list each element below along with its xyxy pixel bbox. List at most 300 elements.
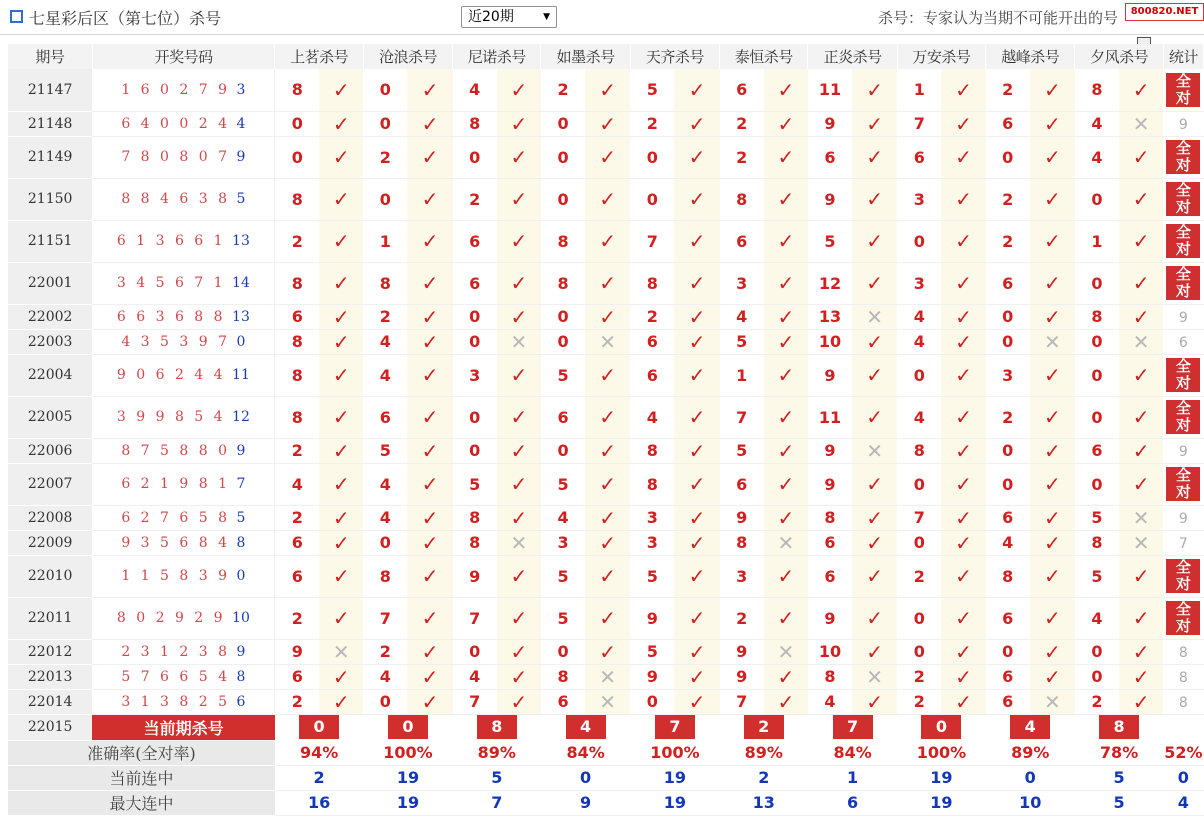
- period-cell: 22009: [8, 530, 92, 555]
- kill-number: 5: [720, 329, 764, 354]
- kill-number: 2: [275, 220, 319, 262]
- kill-number: 0: [630, 178, 674, 220]
- check-icon: ✓: [407, 555, 452, 597]
- kill-number: 8: [630, 463, 674, 505]
- summary-value: 94%: [275, 740, 363, 765]
- check-icon: ✓: [1030, 438, 1075, 463]
- draw-last-number: 6: [236, 693, 246, 710]
- stat-cell: [1163, 639, 1203, 664]
- check-icon: ✓: [497, 664, 541, 689]
- kill-number: 6: [275, 530, 319, 555]
- draw-last-number: 7: [236, 476, 246, 492]
- check-icon: ✓: [764, 597, 808, 639]
- kill-number: 0: [363, 530, 407, 555]
- kill-number: 7: [363, 597, 407, 639]
- cross-icon: ✕: [1119, 111, 1163, 136]
- check-icon: ✓: [407, 354, 452, 396]
- check-icon: ✓: [1119, 639, 1163, 664]
- check-icon: ✓: [1030, 304, 1075, 329]
- check-icon: ✓: [764, 136, 808, 178]
- kill-number: 0: [986, 329, 1030, 354]
- cross-icon: ✕: [1030, 689, 1075, 714]
- check-icon: ✓: [852, 69, 897, 111]
- check-icon: ✓: [407, 438, 452, 463]
- header-row: [8, 44, 1204, 69]
- stat-cell: [1163, 136, 1203, 178]
- all-correct-badge: 全 对: [1166, 400, 1200, 434]
- check-icon: ✓: [407, 304, 452, 329]
- check-icon: ✓: [585, 530, 630, 555]
- kill-number: 0: [363, 69, 407, 111]
- summary-value: 13: [720, 790, 808, 815]
- kill-note: 杀号：专家认为当期不可能开出的号: [878, 9, 1119, 27]
- page-title: [10, 6, 221, 29]
- check-icon: ✓: [852, 505, 897, 530]
- check-icon: ✓: [497, 136, 541, 178]
- stat-count: 8: [1178, 645, 1188, 661]
- check-icon: ✓: [319, 689, 363, 714]
- current-kill-box: 0: [921, 715, 961, 739]
- check-icon: ✓: [852, 639, 897, 664]
- kill-number: 6: [453, 262, 497, 304]
- cross-icon: ✕: [1030, 329, 1075, 354]
- check-icon: ✓: [319, 354, 363, 396]
- kill-number: 5: [541, 555, 585, 597]
- kill-number: 6: [986, 689, 1030, 714]
- check-icon: ✓: [674, 689, 719, 714]
- check-icon: ✓: [1030, 505, 1075, 530]
- current-kill-box: 7: [833, 715, 873, 739]
- check-icon: ✓: [852, 597, 897, 639]
- kill-number: 0: [275, 136, 319, 178]
- draw-numbers: 6 2 7 6 5 8: [121, 509, 231, 526]
- check-icon: ✓: [319, 69, 363, 111]
- draw-last-number: 5: [236, 509, 246, 526]
- period-cell: 21150: [8, 178, 92, 220]
- draw-numbers: 1 1 5 8 3 9: [121, 568, 231, 584]
- check-icon: ✓: [1030, 262, 1075, 304]
- kill-number: 6: [275, 664, 319, 689]
- check-icon: ✓: [1030, 639, 1075, 664]
- period-cell: 22012: [8, 639, 92, 664]
- kill-number: 2: [986, 220, 1030, 262]
- check-icon: ✓: [1030, 136, 1075, 178]
- stat-cell: [1163, 555, 1203, 597]
- draw-numbers: 6 4 0 0 2 4: [121, 115, 231, 132]
- current-kill-number: [453, 714, 541, 740]
- kill-number: 6: [720, 69, 764, 111]
- check-icon: ✓: [674, 639, 719, 664]
- kill-number: 2: [541, 69, 585, 111]
- kill-number: 4: [363, 354, 407, 396]
- current-kill-number: [363, 714, 452, 740]
- check-icon: ✓: [585, 396, 630, 438]
- check-icon: ✓: [852, 463, 897, 505]
- kill-number: 12: [808, 262, 852, 304]
- kill-number: 5: [720, 438, 764, 463]
- kill-number: 10: [808, 639, 852, 664]
- check-icon: ✓: [497, 505, 541, 530]
- kill-number: 9: [720, 505, 764, 530]
- kill-number: 6: [986, 262, 1030, 304]
- col-expert: 正炎杀号: [808, 44, 897, 69]
- stat-cell: [1163, 438, 1203, 463]
- check-icon: ✓: [407, 689, 452, 714]
- period-cell: 21147: [8, 69, 92, 111]
- all-correct-badge: 全 对: [1166, 182, 1200, 216]
- draw-numbers: 6 2 1 9 8 1: [121, 476, 231, 492]
- table-row: [8, 111, 1204, 136]
- kill-number: 8: [1075, 69, 1119, 111]
- kill-number: 6: [630, 329, 674, 354]
- check-icon: ✓: [1119, 136, 1163, 178]
- kill-number: 0: [363, 111, 407, 136]
- col-expert: 沧浪杀号: [363, 44, 452, 69]
- kill-number: 6: [630, 354, 674, 396]
- draw-cell: [92, 329, 275, 354]
- check-icon: ✓: [497, 354, 541, 396]
- cross-icon: ✕: [1119, 505, 1163, 530]
- kill-number: 5: [630, 69, 674, 111]
- col-expert: 尼诺杀号: [453, 44, 541, 69]
- check-icon: ✓: [1030, 220, 1075, 262]
- kill-number: 3: [541, 530, 585, 555]
- draw-numbers: 5 7 6 6 5 4: [121, 668, 231, 685]
- check-icon: ✓: [497, 396, 541, 438]
- kill-number: 2: [986, 178, 1030, 220]
- current-kill-number: [897, 714, 985, 740]
- site-logo: 800820.NET: [1125, 3, 1204, 21]
- check-icon: ✓: [852, 262, 897, 304]
- check-icon: ✓: [852, 136, 897, 178]
- kill-number: 6: [986, 505, 1030, 530]
- cross-icon: ✕: [497, 329, 541, 354]
- check-icon: ✓: [407, 597, 452, 639]
- check-icon: ✓: [1030, 664, 1075, 689]
- kill-number: 8: [541, 262, 585, 304]
- check-icon: ✓: [764, 438, 808, 463]
- check-icon: ✓: [1119, 304, 1163, 329]
- draw-numbers: 3 9 9 8 5 4: [116, 409, 226, 425]
- check-icon: ✓: [764, 220, 808, 262]
- kill-number: 4: [363, 505, 407, 530]
- check-icon: ✓: [764, 463, 808, 505]
- period-cell: 22005: [8, 396, 92, 438]
- summary-value: 19: [897, 790, 985, 815]
- check-icon: ✓: [764, 178, 808, 220]
- kill-number: 4: [453, 69, 497, 111]
- kill-number: 6: [808, 530, 852, 555]
- stat-cell: [1163, 111, 1203, 136]
- period-cell: 22002: [8, 304, 92, 329]
- check-icon: ✓: [674, 505, 719, 530]
- table-row: [8, 597, 1204, 639]
- kill-number: 7: [720, 396, 764, 438]
- check-icon: ✓: [1119, 463, 1163, 505]
- top-bar: [0, 0, 1204, 35]
- current-kill-number: [720, 714, 808, 740]
- period-range-value: 近20期: [468, 9, 514, 25]
- kill-number: 4: [720, 304, 764, 329]
- check-icon: ✓: [674, 178, 719, 220]
- stat-count: 8: [1178, 695, 1188, 711]
- check-icon: ✓: [585, 354, 630, 396]
- kill-number: 4: [275, 463, 319, 505]
- check-icon: ✓: [585, 136, 630, 178]
- stat-cell: [1163, 396, 1203, 438]
- check-icon: ✓: [1119, 69, 1163, 111]
- kill-number: 8: [630, 262, 674, 304]
- table-row: [8, 639, 1204, 664]
- col-expert: 天齐杀号: [630, 44, 719, 69]
- check-icon: ✓: [1030, 396, 1075, 438]
- summary-value: 2: [275, 765, 363, 790]
- check-icon: ✓: [941, 178, 985, 220]
- summary-value: 89%: [720, 740, 808, 765]
- cross-icon: ✕: [1119, 530, 1163, 555]
- current-kill-box: 7: [655, 715, 695, 739]
- current-kill-box: 4: [1010, 715, 1050, 739]
- kill-number: 2: [986, 69, 1030, 111]
- current-kill-number: [986, 714, 1075, 740]
- table-row: [8, 438, 1204, 463]
- kill-number: 2: [897, 555, 941, 597]
- check-icon: ✓: [941, 597, 985, 639]
- draw-last-number: 13: [232, 233, 250, 249]
- period-range-select[interactable]: [461, 6, 557, 28]
- summary-value: 2: [720, 765, 808, 790]
- check-icon: ✓: [407, 530, 452, 555]
- kill-number: 8: [1075, 530, 1119, 555]
- check-icon: ✓: [941, 69, 985, 111]
- check-icon: ✓: [319, 220, 363, 262]
- kill-number: 9: [808, 597, 852, 639]
- kill-number: 0: [453, 329, 497, 354]
- draw-numbers: 6 6 3 6 8 8: [116, 308, 226, 325]
- period-cell: 21151: [8, 220, 92, 262]
- kill-number: 4: [630, 396, 674, 438]
- summary-value: 19: [630, 790, 719, 815]
- stat-count: 6: [1178, 335, 1188, 351]
- summary-value: 84%: [541, 740, 630, 765]
- check-icon: ✓: [585, 111, 630, 136]
- current-kill-number: [630, 714, 719, 740]
- check-icon: ✓: [585, 178, 630, 220]
- check-icon: ✓: [497, 463, 541, 505]
- current-kill-box: 8: [1099, 715, 1139, 739]
- kill-number: 10: [808, 329, 852, 354]
- kill-number: 6: [1075, 438, 1119, 463]
- current-kill-number: [1075, 714, 1163, 740]
- check-icon: ✓: [319, 396, 363, 438]
- kill-number: 0: [897, 597, 941, 639]
- col-stats: 统计: [1163, 44, 1203, 69]
- summary-value: 100%: [363, 740, 452, 765]
- check-icon: ✓: [1030, 111, 1075, 136]
- kill-number: 5: [541, 354, 585, 396]
- col-expert: 泰恒杀号: [720, 44, 808, 69]
- table-row: [8, 689, 1204, 714]
- kill-number: 8: [897, 438, 941, 463]
- kill-number: 6: [541, 689, 585, 714]
- kill-number: 2: [897, 664, 941, 689]
- kill-number: 0: [453, 438, 497, 463]
- kill-number: 7: [897, 111, 941, 136]
- cross-icon: ✕: [1119, 329, 1163, 354]
- check-icon: ✓: [941, 463, 985, 505]
- check-icon: ✓: [585, 597, 630, 639]
- check-icon: ✓: [674, 304, 719, 329]
- kill-number: 4: [897, 329, 941, 354]
- kill-number: 0: [630, 136, 674, 178]
- summary-value: 9: [541, 790, 630, 815]
- kill-number: 9: [630, 597, 674, 639]
- draw-numbers: 9 0 6 2 4 4: [116, 367, 226, 383]
- kill-number: 2: [1075, 689, 1119, 714]
- period-cell: 22006: [8, 438, 92, 463]
- draw-cell: [92, 304, 275, 329]
- stat-cell: [1163, 689, 1203, 714]
- check-icon: ✓: [407, 136, 452, 178]
- kill-number: 0: [541, 178, 585, 220]
- kill-number: 2: [363, 136, 407, 178]
- check-icon: ✓: [497, 689, 541, 714]
- kill-number: 0: [897, 354, 941, 396]
- table-row: [8, 304, 1204, 329]
- check-icon: ✓: [764, 354, 808, 396]
- check-icon: ✓: [941, 354, 985, 396]
- check-icon: ✓: [852, 530, 897, 555]
- check-icon: ✓: [674, 329, 719, 354]
- kill-number: 0: [1075, 396, 1119, 438]
- draw-cell: [92, 639, 275, 664]
- check-icon: ✓: [852, 111, 897, 136]
- current-row: [8, 714, 1204, 740]
- check-icon: ✓: [941, 438, 985, 463]
- kill-number: 8: [275, 329, 319, 354]
- col-draw: 开奖号码: [92, 44, 275, 69]
- check-icon: ✓: [319, 597, 363, 639]
- check-icon: ✓: [941, 136, 985, 178]
- draw-last-number: 0: [236, 568, 246, 584]
- kill-number: 6: [986, 111, 1030, 136]
- summary-value: 1: [808, 765, 897, 790]
- draw-cell: [92, 555, 275, 597]
- stat-cell: [1163, 354, 1203, 396]
- kill-number: 0: [897, 530, 941, 555]
- check-icon: ✓: [497, 111, 541, 136]
- page-title-text: 七星彩后区（第七位）杀号: [29, 9, 222, 28]
- check-icon: ✓: [941, 220, 985, 262]
- period-cell: 22001: [8, 262, 92, 304]
- check-icon: ✓: [1030, 597, 1075, 639]
- current-kill-box: 0: [388, 715, 428, 739]
- cross-icon: ✕: [585, 689, 630, 714]
- check-icon: ✓: [764, 329, 808, 354]
- current-period: 22015: [8, 714, 92, 740]
- check-icon: ✓: [1119, 689, 1163, 714]
- kill-number: 4: [363, 664, 407, 689]
- check-icon: ✓: [585, 304, 630, 329]
- check-icon: ✓: [1030, 354, 1075, 396]
- summary-label: 当前连中: [8, 765, 275, 790]
- period-cell: 22008: [8, 505, 92, 530]
- check-icon: ✓: [764, 555, 808, 597]
- kill-number: 0: [897, 639, 941, 664]
- kill-number: 8: [541, 664, 585, 689]
- stat-cell: [1163, 505, 1203, 530]
- kill-number: 6: [453, 220, 497, 262]
- draw-last-number: 3: [236, 81, 246, 98]
- period-cell: 22014: [8, 689, 92, 714]
- check-icon: ✓: [497, 220, 541, 262]
- draw-cell: [92, 689, 275, 714]
- kill-number: 0: [986, 438, 1030, 463]
- kill-number: 8: [453, 111, 497, 136]
- check-icon: ✓: [1119, 555, 1163, 597]
- kill-number: 1: [363, 220, 407, 262]
- check-icon: ✓: [674, 664, 719, 689]
- check-icon: ✓: [585, 463, 630, 505]
- draw-numbers: 1 6 0 2 7 9: [121, 81, 231, 98]
- stat-cell: [1163, 530, 1203, 555]
- draw-last-number: 9: [236, 442, 246, 459]
- check-icon: ✓: [941, 304, 985, 329]
- check-icon: ✓: [319, 262, 363, 304]
- check-icon: ✓: [674, 396, 719, 438]
- check-icon: ✓: [319, 136, 363, 178]
- draw-cell: [92, 136, 275, 178]
- kill-number: 5: [1075, 555, 1119, 597]
- check-icon: ✓: [585, 555, 630, 597]
- table-row: [8, 220, 1204, 262]
- kill-number: 4: [1075, 597, 1119, 639]
- current-kill-number: [808, 714, 897, 740]
- check-icon: ✓: [407, 639, 452, 664]
- kill-number: 8: [275, 69, 319, 111]
- kill-number: 4: [363, 463, 407, 505]
- stat-count: 7: [1178, 536, 1188, 552]
- kill-number: 4: [808, 689, 852, 714]
- kill-number: 4: [453, 664, 497, 689]
- cross-icon: ✕: [852, 664, 897, 689]
- draw-numbers: 9 3 5 6 8 4: [121, 534, 231, 551]
- kill-number: 7: [453, 597, 497, 639]
- check-icon: ✓: [1030, 178, 1075, 220]
- draw-cell: [92, 505, 275, 530]
- check-icon: ✓: [585, 438, 630, 463]
- check-icon: ✓: [852, 220, 897, 262]
- stat-count: 9: [1178, 511, 1188, 527]
- kill-number: 0: [897, 220, 941, 262]
- stat-count: 9: [1178, 444, 1188, 460]
- draw-numbers: 4 3 5 3 9 7: [121, 333, 231, 350]
- check-icon: ✓: [1030, 69, 1075, 111]
- draw-numbers: 7 8 0 8 0 7: [121, 149, 231, 165]
- cross-icon: ✕: [319, 639, 363, 664]
- kill-number: 0: [1075, 354, 1119, 396]
- kill-number: 0: [453, 136, 497, 178]
- check-icon: ✓: [674, 262, 719, 304]
- current-label: 当前期杀号: [92, 714, 275, 740]
- kill-number: 5: [453, 463, 497, 505]
- kill-number: 0: [986, 304, 1030, 329]
- kill-number: 0: [630, 689, 674, 714]
- kill-number: 0: [275, 111, 319, 136]
- kill-number: 9: [808, 438, 852, 463]
- table-row: [8, 396, 1204, 438]
- check-icon: ✓: [407, 262, 452, 304]
